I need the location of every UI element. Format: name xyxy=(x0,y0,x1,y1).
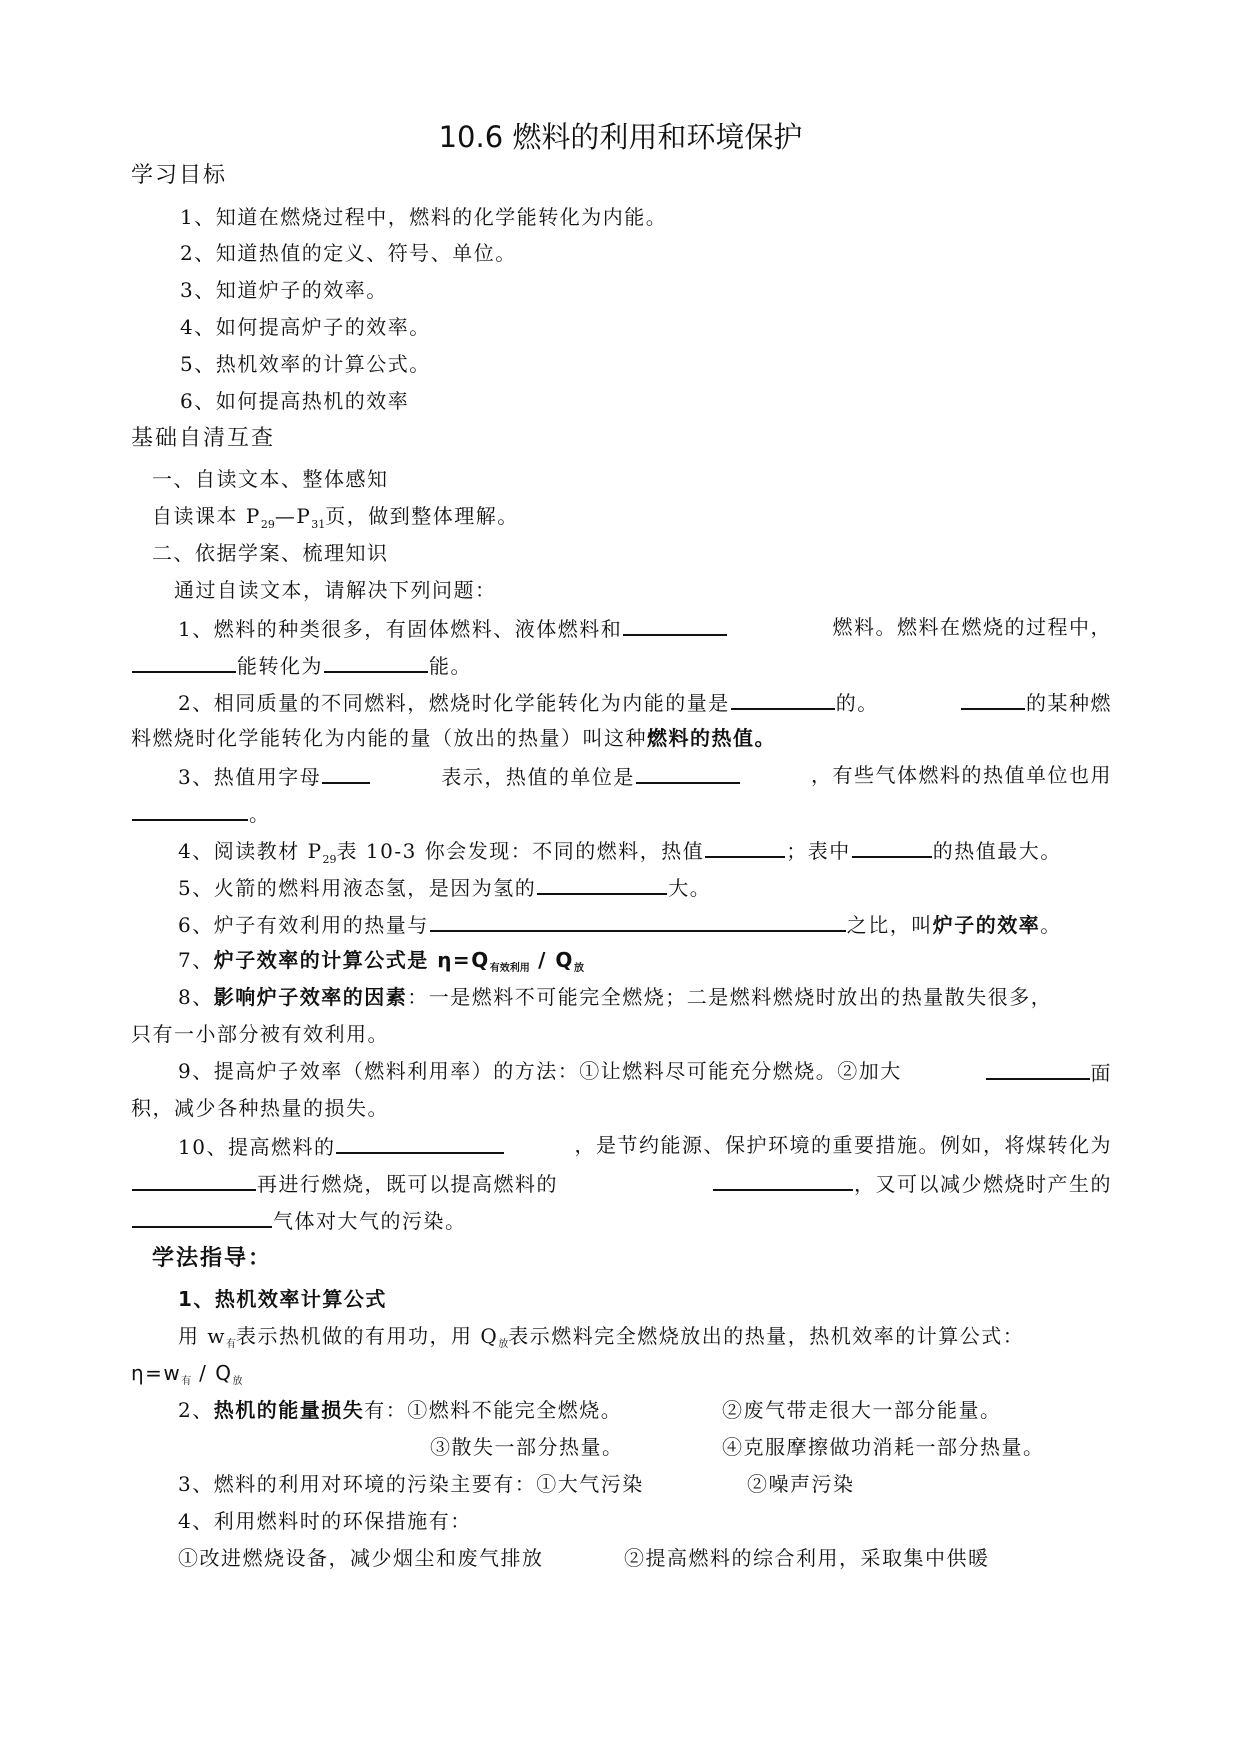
answer-blank[interactable] xyxy=(852,836,932,858)
question-8 xyxy=(178,984,1052,1010)
part-one-heading: 一、自读文本、整体感知 xyxy=(152,467,389,491)
q10-text: 10、提高燃料的 xyxy=(178,1135,336,1159)
question-9 xyxy=(178,1058,1112,1086)
question-2-line2 xyxy=(131,725,776,751)
g1-formula-subscript-released: 放 xyxy=(232,1376,243,1387)
q7-number: 7、 xyxy=(178,948,214,972)
g1-formula-divisor: / Q xyxy=(191,1361,233,1385)
guide-item-4-a: ①改进燃烧设备，减少烟尘和废气排放 xyxy=(178,1546,544,1570)
g2-term: 热机的能量损失 xyxy=(213,1398,365,1422)
q9-text-b: 面 xyxy=(1090,1061,1112,1085)
q3-text-c: ，有些气体燃料的热值单位也用 xyxy=(810,763,1112,787)
g2-loss-4: ④克服摩擦做功消耗一部分热量。 xyxy=(722,1435,1045,1459)
question-8-line2: 只有一小部分被有效利用。 xyxy=(131,1022,389,1046)
g2-loss-1: 有：①燃料不能完全燃烧。 xyxy=(364,1398,623,1422)
q4-text-b: 表 10-3 你会发现：不同的燃料，热值 xyxy=(336,839,705,863)
q4-text: 4、阅读教材 P xyxy=(178,839,323,863)
question-9-line2: 积，减少各种热量的损失。 xyxy=(131,1096,389,1120)
q6-text-d: 。 xyxy=(1040,913,1062,937)
q7-formula: 炉子效率的计算公式是 η=Q xyxy=(213,948,490,972)
g2-loss-3: ③散失一部分热量。 xyxy=(430,1435,624,1459)
objective-item: 5、热机效率的计算公式。 xyxy=(180,352,431,376)
answer-blank[interactable] xyxy=(986,1058,1090,1080)
q2-text-d: 料燃烧时化学能转化为内能的量（放出的热量）叫这种 xyxy=(131,726,647,750)
objective-item: 2、知道热值的定义、符号、单位。 xyxy=(180,241,517,265)
g1-text-c: 表示燃料完全燃烧放出的热量，热机效率的计算公式： xyxy=(508,1324,1025,1348)
objective-item: 1、知道在燃烧过程中，燃料的化学能转化为内能。 xyxy=(180,205,668,229)
guide-item-3: 3、燃料的利用对环境的污染主要有：①大气污染 xyxy=(178,1472,644,1496)
q3-text: 3、热值用字母 xyxy=(178,765,322,789)
g1-text-b: 表示热机做的有用功，用 Q xyxy=(235,1324,499,1348)
questions-intro: 通过自读文本，请解决下列问题： xyxy=(174,578,497,602)
g2-number: 2、 xyxy=(178,1398,214,1422)
guide-heading: 学法指导： xyxy=(152,1246,273,1271)
reading-page-end: 31 xyxy=(311,518,326,531)
q9-text: 9、提高炉子效率（燃料利用率）的方法：①让燃料尽可能充分燃烧。②加大 xyxy=(178,1059,902,1083)
q10-text-b: ，是节约能源、保护环境的重要措施。例如，将煤转化为 xyxy=(574,1133,1112,1157)
question-10-line3 xyxy=(131,1206,467,1234)
basics-heading: 基础自清互查 xyxy=(131,426,276,451)
page-title: 10.6 燃料的利用和环境保护 xyxy=(438,120,803,154)
q2-term: 燃料的热值。 xyxy=(647,726,776,750)
answer-blank[interactable] xyxy=(961,688,1025,710)
question-3 xyxy=(178,762,1112,790)
objective-item: 3、知道炉子的效率。 xyxy=(180,278,388,302)
q5-text-b: 大。 xyxy=(668,876,712,900)
question-7 xyxy=(178,947,584,982)
question-4 xyxy=(178,836,1062,873)
objective-item: 4、如何提高炉子的效率。 xyxy=(180,315,431,339)
reading-mid: —P xyxy=(274,504,312,528)
answer-blank[interactable] xyxy=(322,762,370,784)
q3-text-d: 。 xyxy=(249,802,271,826)
q7-subscript-useful: 有效利用 xyxy=(489,963,530,974)
answer-blank[interactable] xyxy=(336,1132,504,1154)
q4-page: 29 xyxy=(322,853,337,866)
q10-text-e: 气体对大气的污染。 xyxy=(273,1209,467,1233)
g2-loss-2: ②废气带走很大一部分能量。 xyxy=(722,1398,1002,1422)
question-2 xyxy=(178,688,1112,716)
question-3-line2 xyxy=(131,799,271,827)
answer-blank[interactable] xyxy=(430,910,846,932)
answer-blank[interactable] xyxy=(623,614,727,636)
question-1 xyxy=(178,614,1112,642)
g1-text: 用 w xyxy=(178,1324,226,1348)
g1-formula: η=w xyxy=(131,1361,182,1385)
q6-term: 炉子的效率 xyxy=(932,913,1041,937)
q1-text-cont: 燃料。燃料在燃烧的过程中， xyxy=(832,615,1112,639)
guide-item-3-b: ②噪声污染 xyxy=(747,1472,855,1496)
answer-blank[interactable] xyxy=(713,1169,853,1191)
question-1-line2 xyxy=(131,651,472,679)
q8-number: 8、 xyxy=(178,985,214,1009)
question-10 xyxy=(178,1132,1112,1160)
g1-formula-subscript-useful: 有 xyxy=(181,1376,192,1387)
question-6 xyxy=(178,910,1062,938)
q6-text-b: 之比，叫 xyxy=(846,913,933,937)
g1-subscript-released: 放 xyxy=(498,1339,509,1350)
q2-text: 2、相同质量的不同燃料，燃烧时化学能转化为内能的量是 xyxy=(178,691,730,715)
guide-item-4-b: ②提高燃料的综合利用，采取集中供暖 xyxy=(624,1546,990,1570)
q1-text: 1、燃料的种类很多，有固体燃料、液体燃料和 xyxy=(178,617,623,641)
question-10-line2 xyxy=(131,1169,1112,1197)
q4-text-d: 的热值最大。 xyxy=(932,839,1062,863)
q7-subscript-released: 放 xyxy=(573,963,584,974)
g1-subscript-useful: 有 xyxy=(225,1339,236,1350)
reading-pre: 自读课本 P xyxy=(152,504,261,528)
answer-blank[interactable] xyxy=(324,651,428,673)
objective-item: 6、如何提高热机的效率 xyxy=(180,389,410,413)
part-two-heading: 二、依据学案、梳理知识 xyxy=(152,541,389,565)
answer-blank[interactable] xyxy=(132,1169,256,1191)
guide-item-1-heading: 1、热机效率计算公式 xyxy=(178,1287,387,1311)
answer-blank[interactable] xyxy=(132,1206,272,1228)
answer-blank[interactable] xyxy=(731,688,835,710)
q1-text-c: 能转化为 xyxy=(237,654,323,678)
guide-item-1-text xyxy=(178,1323,1024,1358)
guide-item-1-formula xyxy=(131,1360,243,1395)
q8-term: 影响炉子效率的因素 xyxy=(213,985,408,1009)
guide-item-2 xyxy=(178,1397,622,1423)
q8-text: ：一是燃料不可能完全燃烧；二是燃料燃烧时放出的热量散失很多， xyxy=(407,985,1053,1009)
reading-post: 页，做到整体理解。 xyxy=(325,504,519,528)
reading-instruction xyxy=(152,503,519,538)
q7-formula-divisor: / Q xyxy=(529,948,574,972)
q3-text-b: 表示，热值的单位是 xyxy=(441,765,635,789)
reading-page-start: 29 xyxy=(260,518,275,531)
q5-text: 5、火箭的燃料用液态氢，是因为氢的 xyxy=(178,876,537,900)
q2-text-c: 的某种燃 xyxy=(1026,691,1112,715)
q4-text-c: ；表中 xyxy=(786,839,851,863)
answer-blank[interactable] xyxy=(705,836,785,858)
guide-item-4: 4、利用燃料时的环保措施有： xyxy=(178,1509,472,1533)
q2-text-b: 的。 xyxy=(835,691,879,715)
answer-blank[interactable] xyxy=(636,762,740,784)
q1-text-d: 能。 xyxy=(429,654,472,678)
objectives-heading: 学习目标 xyxy=(131,163,228,188)
question-5 xyxy=(178,873,711,901)
q6-text: 6、炉子有效利用的热量与 xyxy=(178,913,429,937)
answer-blank[interactable] xyxy=(132,799,248,821)
answer-blank[interactable] xyxy=(537,873,667,895)
answer-blank[interactable] xyxy=(132,651,236,673)
q10-text-d: ，又可以减少燃烧时产生的 xyxy=(854,1172,1112,1196)
q10-text-c: 再进行燃烧，既可以提高燃料的 xyxy=(257,1172,558,1196)
